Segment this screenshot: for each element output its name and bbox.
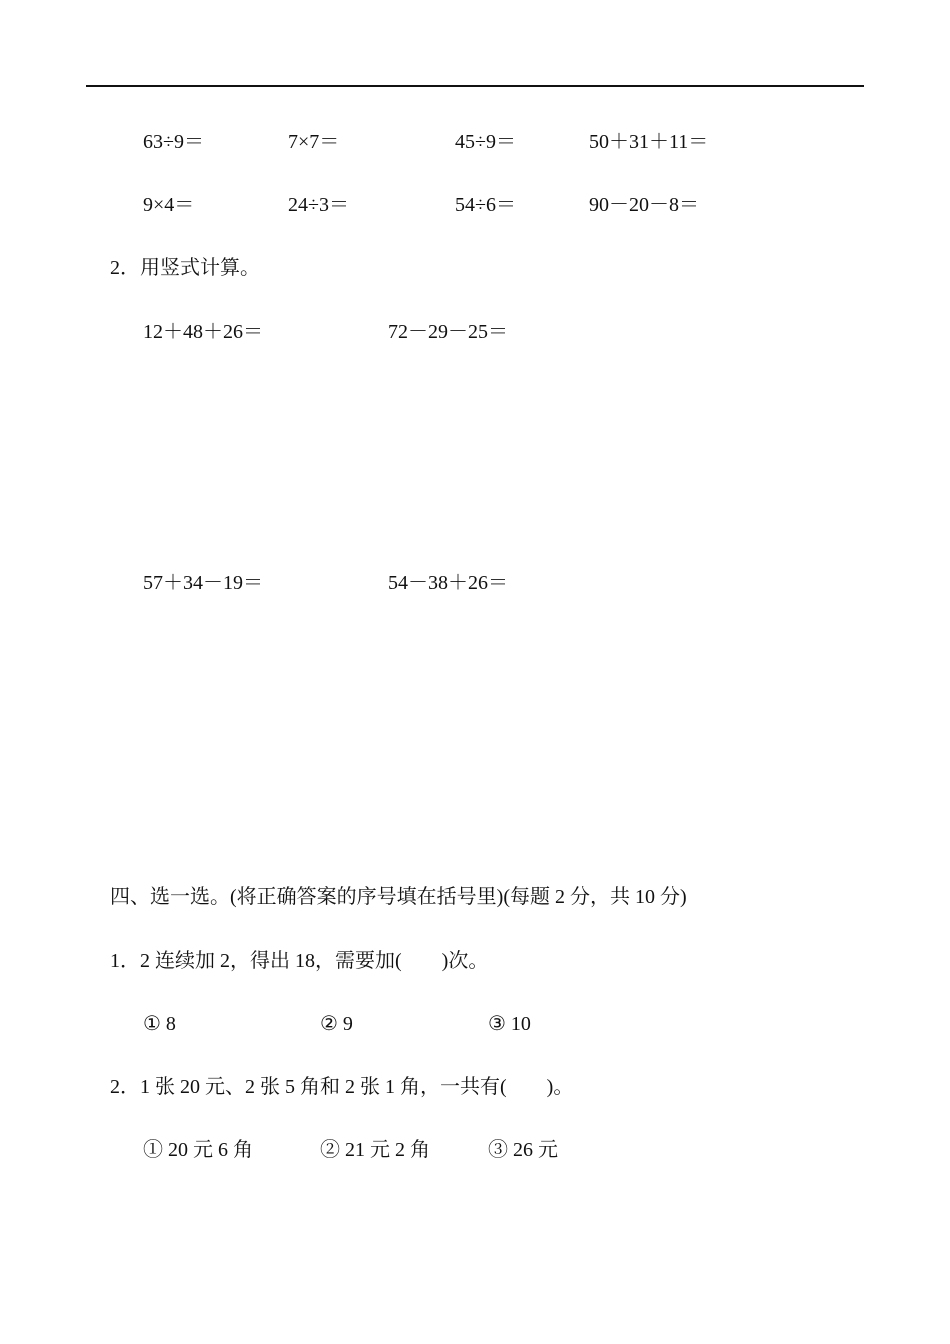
q1-option-2: ② 9 <box>320 1013 353 1035</box>
section4-title: 四、选一选。(将正确答案的序号填在括号里)(每题 2 分，共 10 分) <box>110 886 687 908</box>
q2-option-3: ③ 26 元 <box>488 1139 558 1161</box>
header-rule <box>86 85 864 87</box>
vertical-calc-2: 72－29－25＝ <box>388 321 508 343</box>
vertical-calc-4: 54－38＋26＝ <box>388 572 508 594</box>
oral-calc-5: 9×4＝ <box>143 194 195 216</box>
oral-calc-4: 50＋31＋11＝ <box>589 131 709 153</box>
oral-calc-8: 90－20－8＝ <box>589 194 699 216</box>
q2-option-1: ① 20 元 6 角 <box>143 1139 253 1161</box>
vertical-calc-title: 2．用竖式计算。 <box>110 257 260 279</box>
vertical-calc-3: 57＋34－19＝ <box>143 572 263 594</box>
question-2: 2．1 张 20 元、2 张 5 角和 2 张 1 角，一共有( )。 <box>110 1076 574 1098</box>
vertical-calc-1: 12＋48＋26＝ <box>143 321 263 343</box>
q2-option-2: ② 21 元 2 角 <box>320 1139 430 1161</box>
q1-option-1: ① 8 <box>143 1013 176 1035</box>
oral-calc-2: 7×7＝ <box>288 131 340 153</box>
oral-calc-1: 63÷9＝ <box>143 131 204 153</box>
oral-calc-7: 54÷6＝ <box>455 194 516 216</box>
question-1: 1．2 连续加 2，得出 18，需要加( )次。 <box>110 950 489 972</box>
oral-calc-6: 24÷3＝ <box>288 194 349 216</box>
oral-calc-3: 45÷9＝ <box>455 131 516 153</box>
q1-option-3: ③ 10 <box>488 1013 531 1035</box>
